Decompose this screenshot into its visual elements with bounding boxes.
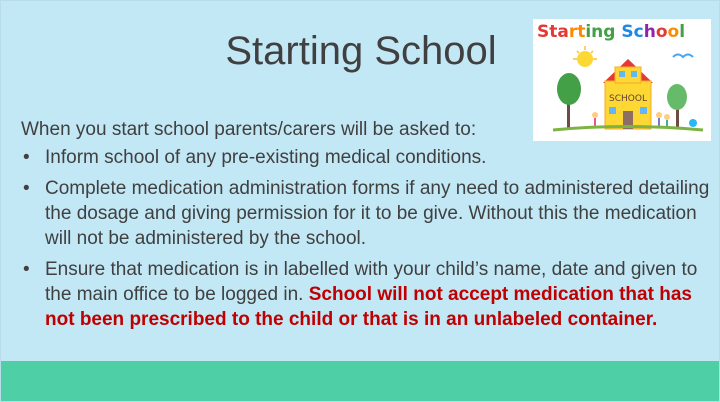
requirements-list <box>21 145 711 338</box>
warning-text: School will not accept medication that has not been prescribed to the child or that is in an unlabeled container. <box>45 284 692 330</box>
list-item <box>21 176 711 251</box>
bullet-glyph: • <box>23 147 30 168</box>
sun-icon <box>577 51 593 67</box>
bullet-glyph: • <box>23 259 30 280</box>
list-item-text: Inform school of any pre-existing medical conditions. <box>45 147 487 168</box>
illustration-heading: Starting School <box>537 22 686 42</box>
starting-school-illustration <box>533 19 711 141</box>
list-item <box>21 145 711 170</box>
bottom-accent-band <box>1 361 719 401</box>
bird-icon <box>673 55 693 58</box>
list-item-text: Complete medication administration forms if any need to administered detailing the dosage and giving permission for it to be give. Without this the medication will not be administered by the school. <box>45 178 710 249</box>
list-item <box>21 257 711 332</box>
school-drawing <box>533 19 711 141</box>
bullet-glyph: • <box>23 178 30 199</box>
school-sign: SCHOOL <box>609 94 647 104</box>
slide-title: Starting School <box>225 29 497 73</box>
tree-right-icon <box>667 84 687 110</box>
intro-text: When you start school parents/carers will be asked to: <box>21 119 477 140</box>
list-item-text: Ensure that medication is in labelled with your child’s name, date and given to the main office to be logged in. <box>45 259 698 305</box>
small-figure-right <box>689 119 697 127</box>
tree-left-icon <box>557 73 581 105</box>
